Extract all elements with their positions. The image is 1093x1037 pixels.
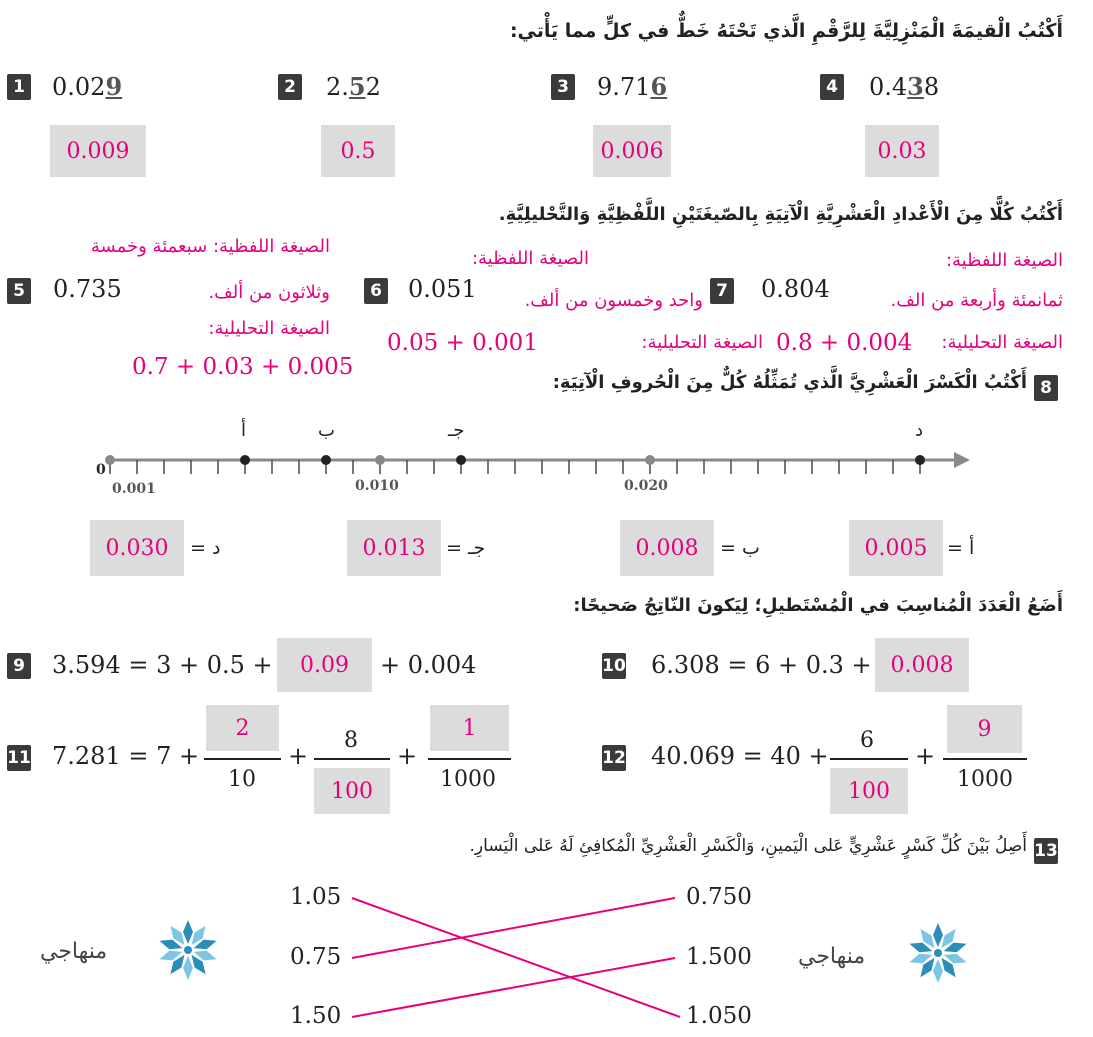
item6-analytic-label: الصيغة التحليلية: [641,332,763,353]
match-right-1: 0.750 [686,884,752,910]
section4-heading: أَضَعُ الْعَدَدَ الْمُناسِبَ في الْمُسْتَطيلِ؛ لِيَكونَ النّاتِجُ صَحيحًا: [573,595,1063,616]
section1-heading: أَكْتُبُ الْقيمَةَ الْمَنْزِلِيَّةَ لِلرَّقْمِ الَّذي تَحْتَهُ خَطٌّ في كلٍّ مما يَأْتي: [509,20,1063,42]
q11-plus1: + [288,742,309,770]
match-left-2: 0.75 [290,944,342,970]
item5-verbal-label: الصيغة اللفظية: سبعمئة وخمسة [90,236,330,257]
q11-frac3-num-box[interactable]: 1 [430,705,509,751]
item6-number: 0.051 [408,275,477,303]
logo-petal [933,959,943,983]
underlined-digit: 3 [907,72,924,101]
answer-box-2[interactable]: 0.5 [321,125,395,177]
number-line-point [321,455,331,465]
q11-frac1-den: 10 [228,767,256,792]
logo-right [798,918,993,988]
q11-frac2-den-box[interactable]: 100 [314,768,390,814]
number-line-point [456,455,466,465]
number-line-point [645,455,655,465]
q12-frac2-line [943,758,1027,760]
q9-answer-box[interactable]: 0.09 [277,638,372,692]
logo-petal [183,956,193,980]
question-number-12: 12 [602,745,626,771]
tick-label-0001: 0.001 [112,481,156,497]
q11-frac3-den: 1000 [440,767,496,792]
question-number-8: 8 [1034,375,1058,401]
number-line-zero: 0 [96,462,106,478]
logo-flower-icon [898,918,978,988]
q11-frac3-line [428,758,511,760]
match-right-3: 1.050 [686,1003,752,1029]
q12-plus1: + [915,742,936,770]
q10-answer-box[interactable]: 0.008 [875,638,969,692]
q10-equation-left: 6.308 = 6 + 0.3 + [651,651,872,679]
item3-number: 9.716 [597,72,668,101]
logo-petal [183,920,193,944]
q11-plus2: + [397,742,418,770]
item1-number: 0.029 [52,72,123,101]
match-line-2 [352,898,675,958]
q11-frac1-num-box[interactable]: 2 [206,705,279,751]
logo-center [184,946,192,954]
question-number-10: 10 [602,653,626,679]
answer-label-d: د = [190,537,221,559]
logo-center [934,949,942,957]
question-number-3: 3 [551,74,575,100]
underlined-digit: 5 [348,72,366,101]
question-number-4: 4 [820,74,844,100]
logo-left [40,915,235,985]
q9-equation-left: 3.594 = 3 + 0.5 + [52,651,273,679]
item7-analytic: 0.8 + 0.004 [776,330,913,356]
q12-frac1-num: 6 [860,728,874,753]
answer-box-a[interactable]: 0.005 [849,520,943,576]
q12-frac2-num-box[interactable]: 9 [947,705,1022,753]
question-number-2: 2 [278,74,302,100]
underlined-digit: 6 [650,72,668,101]
section2-heading: أَكْتُبُ كُلًّا مِنَ الْأَعْدادِ الْعَشْرِيَّةِ الْآتِيَةِ بِالصّيغَتَيْنِ اللَّفْظِيَّةِ وَالتَّحْليلِيَّةِ. [498,204,1063,225]
q12-frac1-den-box[interactable]: 100 [830,768,908,814]
answer-box-j[interactable]: 0.013 [347,520,441,576]
q12-frac2-den: 1000 [957,767,1013,792]
item7-number: 0.804 [761,275,830,303]
q12-frac1-line [830,758,908,760]
logo-flower-icon [148,915,228,985]
number-line-letter-a: أ [241,420,247,441]
number-line-letter-j: جـ [448,420,465,441]
answer-box-1[interactable]: 0.009 [50,125,146,177]
match-line-3 [352,958,675,1017]
section5-heading: أَصِلُ بَيْنَ كُلِّ كَسْرٍ عَشْرِيٍّ عَلى الْيَمينِ، وَالْكَسْرِ الْعَشْرِيِّ الْمُكافِئِ لَهُ عَلى الْيَسارِ. [469,836,1027,856]
q11-equation-left: 7.281 = 7 + [52,742,200,770]
item4-number: 0.438 [869,72,940,101]
number-line-point [915,455,925,465]
match-left-1: 1.05 [290,884,342,910]
question-number-6: 6 [364,278,388,304]
match-right-2: 1.500 [686,944,752,970]
answer-box-4[interactable]: 0.03 [865,125,939,177]
q11-frac2-num: 8 [344,728,358,753]
tick-label-0020: 0.020 [624,478,668,494]
q11-frac1-line [204,758,281,760]
question-number-13: 13 [1034,838,1058,864]
logo-petal [933,923,943,947]
item2-number: 2.52 [326,72,381,101]
answer-label-j: جـ = [446,537,486,559]
q11-frac2-line [314,758,390,760]
logo-text: منهاجي [798,944,866,969]
question-number-5: 5 [7,278,31,304]
number-line-arrow [954,452,970,468]
matching-lines [340,880,690,1030]
answer-label-b: ب = [720,537,760,559]
q9-equation-right: + 0.004 [380,651,477,679]
number-line-point [375,455,385,465]
answer-box-b[interactable]: 0.008 [620,520,714,576]
number-line-point [105,455,115,465]
item5-verbal-cont: وثلاثون من ألف. [208,282,330,303]
question-number-7: 7 [710,278,734,304]
tick-label-0010: 0.010 [355,478,399,494]
number-line-point [240,455,250,465]
item7-verbal-label: الصيغة اللفظية: [945,250,1063,271]
question-number-9: 9 [7,653,31,679]
item6-verbal: واحد وخمسون من ألف. [524,290,703,311]
question-number-11: 11 [7,745,31,771]
item6-analytic: 0.05 + 0.001 [387,330,538,356]
match-line-1 [352,898,680,1017]
item5-analytic-label: الصيغة التحليلية: [208,318,330,339]
number-line-letter-d: د [915,420,924,441]
number-line [90,415,980,505]
section3-heading: أَكْتُبُ الْكَسْرَ الْعَشْرِيَّ الَّذي تُمَثِّلُهُ كُلٌّ مِنَ الْحُروفِ الْآتِيَةِ: [552,372,1027,393]
answer-label-a: أ = [947,537,975,559]
underlined-digit: 9 [105,72,123,101]
question-number-1: 1 [7,74,31,100]
item7-verbal: ثمانمئة وأربعة من الف. [890,290,1063,311]
item5-number: 0.735 [53,275,122,303]
logo-text: منهاجي [40,939,108,964]
answer-box-d[interactable]: 0.030 [90,520,184,576]
item5-analytic: 0.7 + 0.03 + 0.005 [132,354,354,380]
q12-equation-left: 40.069 = 40 + [651,742,829,770]
match-left-3: 1.50 [290,1003,342,1029]
item6-verbal-label: الصيغة اللفظية: [471,248,589,269]
answer-box-3[interactable]: 0.006 [593,125,671,177]
item7-analytic-label: الصيغة التحليلية: [941,332,1063,353]
number-line-letter-b: ب [318,420,335,441]
